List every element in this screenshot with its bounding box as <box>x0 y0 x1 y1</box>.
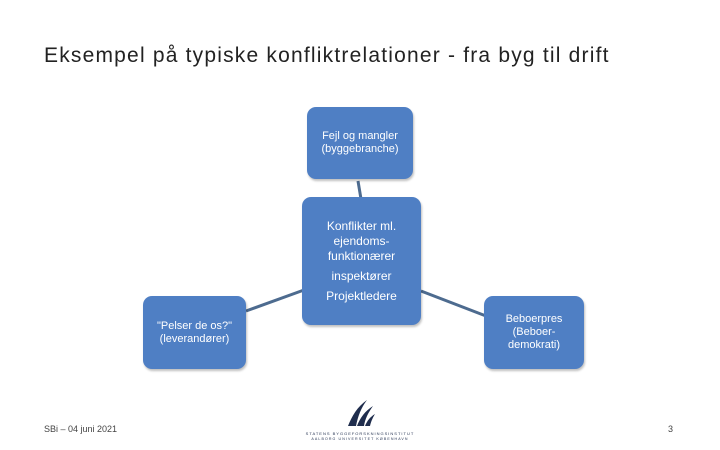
right-box-line: (Beboer- <box>512 326 556 338</box>
left-box <box>143 296 246 369</box>
sbi-logo <box>300 398 420 442</box>
right-box-line: demokrati) <box>508 339 560 351</box>
center-box-line: Konflikter ml. <box>326 218 397 233</box>
left-box-line: (leverandører) <box>159 332 230 345</box>
top-box-line: Fejl og mangler <box>322 130 398 142</box>
ship-logo-icon <box>344 398 376 428</box>
center-box-line: Projektledere <box>326 288 397 303</box>
slide-title: Eksempel på typiske konfliktrelationer - fra byg til drift <box>44 44 610 67</box>
left-box-line: "Pelser de os?" <box>156 319 233 332</box>
right-box-line: Beboerpres <box>505 313 563 325</box>
center-box <box>302 197 421 325</box>
logo-text-line2: AALBORG UNIVERSITET KØBENHAVN <box>311 437 409 441</box>
center-box-line: inspektører <box>331 268 392 283</box>
center-box-line: ejendoms- <box>333 233 390 248</box>
connector-left <box>246 290 304 311</box>
right-box <box>484 296 584 369</box>
top-box-line: (byggebranche) <box>321 143 399 155</box>
page-number: 3 <box>668 424 674 434</box>
center-box-line: funktionærer <box>327 248 396 263</box>
footer-date: SBi – 04 juni 2021 <box>44 424 118 434</box>
connector-right <box>421 291 486 316</box>
logo-text-line1: STATENS BYGGEFORSKNINGSINSTITUT <box>305 431 415 436</box>
top-box <box>307 107 413 179</box>
